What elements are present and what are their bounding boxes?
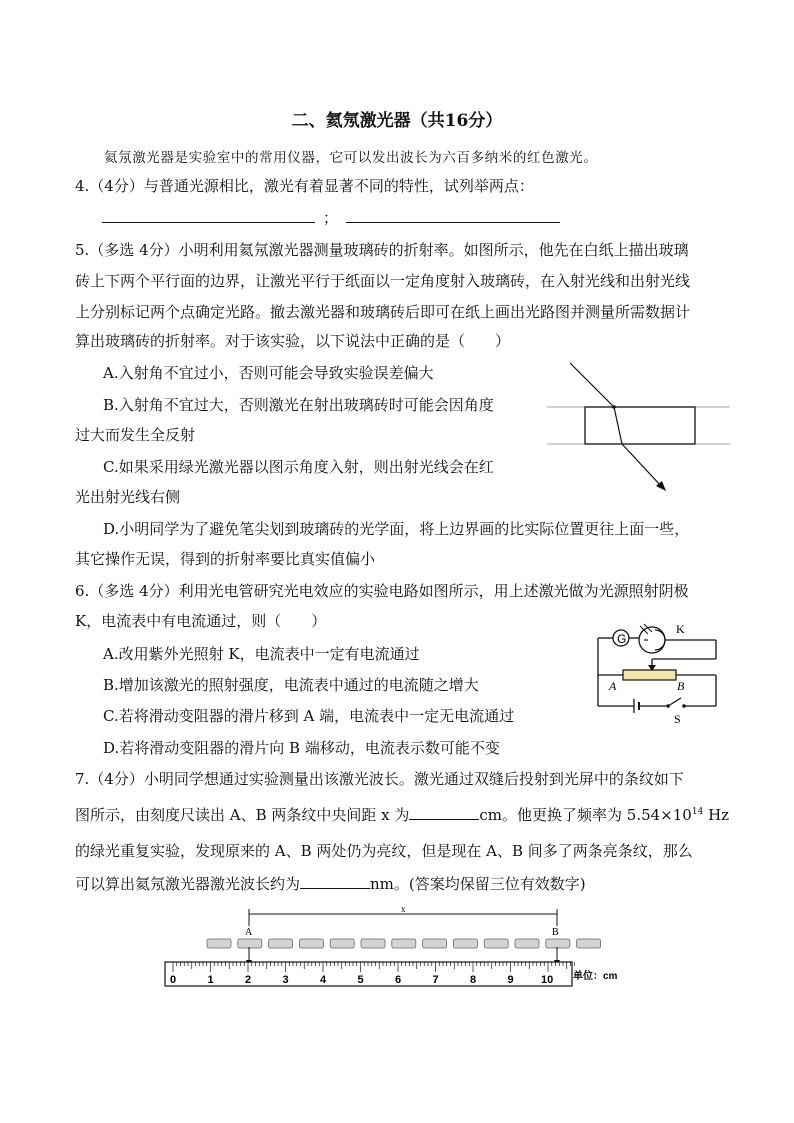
q7-line-4-part-a: 可以算出氦氖激光器激光波长约为	[75, 875, 301, 893]
fringe-b-label: B	[552, 927, 559, 938]
q4-answer-blank-1[interactable]	[102, 206, 315, 223]
q7-line-4-part-b: nm。(答案均保留三位有效数字)	[370, 875, 586, 893]
ruler-unit-label: 单位：cm	[573, 971, 618, 982]
refracted-ray	[614, 407, 622, 444]
bright-fringe	[577, 939, 601, 948]
fringe-ruler-diagram	[160, 900, 618, 995]
bright-fringe	[330, 939, 354, 948]
q4-answer-row	[102, 206, 560, 228]
fringe-group	[207, 939, 601, 948]
q4-separator: ；	[323, 209, 339, 227]
q5-option-b: B.入射角不宜过大，否则激光在射出玻璃砖时可能会因角度	[103, 396, 494, 414]
q6-option-d: D.若将滑动变阻器的滑片向 B 端移动，电流表示数可能不变	[103, 739, 500, 757]
q7-line-2	[75, 802, 729, 825]
bright-fringe	[207, 939, 231, 948]
x-label: x	[401, 904, 406, 914]
q5-option-d-cont: 其它操作无误，得到的折射率要比真实值偏小	[75, 550, 376, 568]
q5-option-d: D.小明同学为了避免笔尖划到玻璃砖的光学面，将上边界画的比实际位置更往上面一些，	[103, 520, 690, 538]
q7-line-1: 7.（4分）小明同学想通过实验测量出该激光波长。激光通过双缝后投射到光屏中的条纹如下	[75, 770, 684, 788]
ruler-tick-label: 1	[207, 974, 214, 986]
ruler-tick-label: 7	[432, 974, 439, 986]
ruler-tick-label: 8	[470, 974, 477, 986]
ruler-tick-label: 10	[541, 974, 554, 986]
glass-brick	[585, 407, 695, 444]
bright-fringe	[269, 939, 293, 948]
photoelectric-circuit-diagram	[588, 616, 728, 726]
q5-stem-line-4: 算出玻璃砖的折射率。对于该实验，以下说法中正确的是（ ）	[75, 332, 511, 350]
q7-line-3: 的绿光重复实验，发现原来的 A、B 两处仍为亮纹，但是现在 A、B 间多了两条亮条纹，那么	[75, 842, 693, 860]
q4-answer-blank-2[interactable]	[346, 206, 560, 223]
q7-line-2-part-c: Hz	[703, 806, 730, 824]
q5-option-c: C.如果采用绿光激光器以图示角度入射，则出射光线会在红	[103, 458, 494, 476]
q5-option-a: A.入射角不宜过小，否则可能会导致实验误差偏大	[103, 364, 434, 382]
q7-line-2-part-b: cm。他更换了频率为 5.54×10	[479, 806, 692, 824]
bright-fringe	[423, 939, 447, 948]
q6-stem-line-2: K，电流表中有电流通过，则（ ）	[75, 612, 327, 630]
q5-stem-line-3: 上分别标记两个点确定光路。撤去激光器和玻璃砖后即可在纸上画出光路图并测量所需数据计	[75, 303, 691, 321]
end-a-label: A	[609, 679, 617, 693]
bright-fringe	[515, 939, 539, 948]
phototube-icon	[639, 627, 665, 653]
q5-stem-line-2: 砖上下两个平行面的边界，让激光平行于纸面以一定角度射入玻璃砖，在入射光线和出射光线	[75, 272, 691, 290]
q7-answer-blank-x[interactable]	[409, 803, 479, 820]
end-b-label: B	[677, 679, 685, 693]
q7-line-4	[75, 872, 586, 894]
bright-fringe	[484, 939, 508, 948]
q5-stem-line-1: 5.（多选 4分）小明利用氦氖激光器测量玻璃砖的折射率。如图所示，他先在白纸上描出玻璃	[75, 241, 689, 259]
bright-fringe	[361, 939, 385, 948]
q7-frequency-exponent: 14	[691, 807, 704, 817]
cathode-label: K	[676, 622, 685, 636]
q4-stem: 4.（4分）与普通光源相比，激光有着显著不同的特性，试列举两点：	[75, 177, 534, 195]
switch-label: S	[674, 712, 681, 726]
ruler-tick-label: 3	[282, 974, 289, 986]
q7-line-2-part-a: 图所示，由刻度尺读出 A、B 两条纹中央间距 x 为	[75, 806, 410, 824]
bright-fringe	[299, 939, 323, 948]
q6-stem-line-1: 6.（多选 4分）利用光电管研究光电效应的实验电路如图所示，用上述激光做为光源照射阴极	[75, 582, 689, 600]
q6-option-c: C.若将滑动变阻器的滑片移到 A 端，电流表中一定无电流通过	[103, 707, 515, 725]
q6-option-a: A.改用紫外光照射 K，电流表中一定有电流通过	[103, 645, 420, 663]
q6-option-b: B.增加该激光的照射强度，电流表中通过的电流随之增大	[103, 676, 479, 694]
bright-fringe	[546, 939, 570, 948]
glass-brick-diagram	[540, 355, 740, 505]
ruler-tick-label: 6	[395, 974, 402, 986]
q5-option-c-cont: 光出射光线右侧	[75, 488, 181, 506]
emergent-ray	[622, 444, 663, 488]
rheostat	[623, 670, 676, 680]
q5-option-b-cont: 过大而发生全反射	[75, 426, 196, 444]
bright-fringe	[453, 939, 477, 948]
bright-fringe	[238, 939, 262, 948]
galvanometer-label: G	[617, 632, 627, 646]
ruler-tick-label: 2	[245, 974, 252, 986]
ruler-tick-label: 4	[320, 974, 327, 986]
switch-icon	[668, 698, 681, 706]
section-title: 二、氦氖激光器（共16分）	[291, 111, 503, 131]
fringe-a-label: A	[245, 927, 253, 938]
ruler-tick-label: 9	[507, 974, 514, 986]
intro-text: 氦氖激光器是实验室中的常用仪器，它可以发出波长为六百多纳米的红色激光。	[104, 150, 598, 166]
ruler-tick-label: 0	[170, 974, 177, 986]
incident-ray	[570, 363, 614, 407]
q7-answer-blank-wavelength[interactable]	[300, 872, 370, 889]
bright-fringe	[392, 939, 416, 948]
ruler-tick-label: 5	[357, 974, 364, 986]
